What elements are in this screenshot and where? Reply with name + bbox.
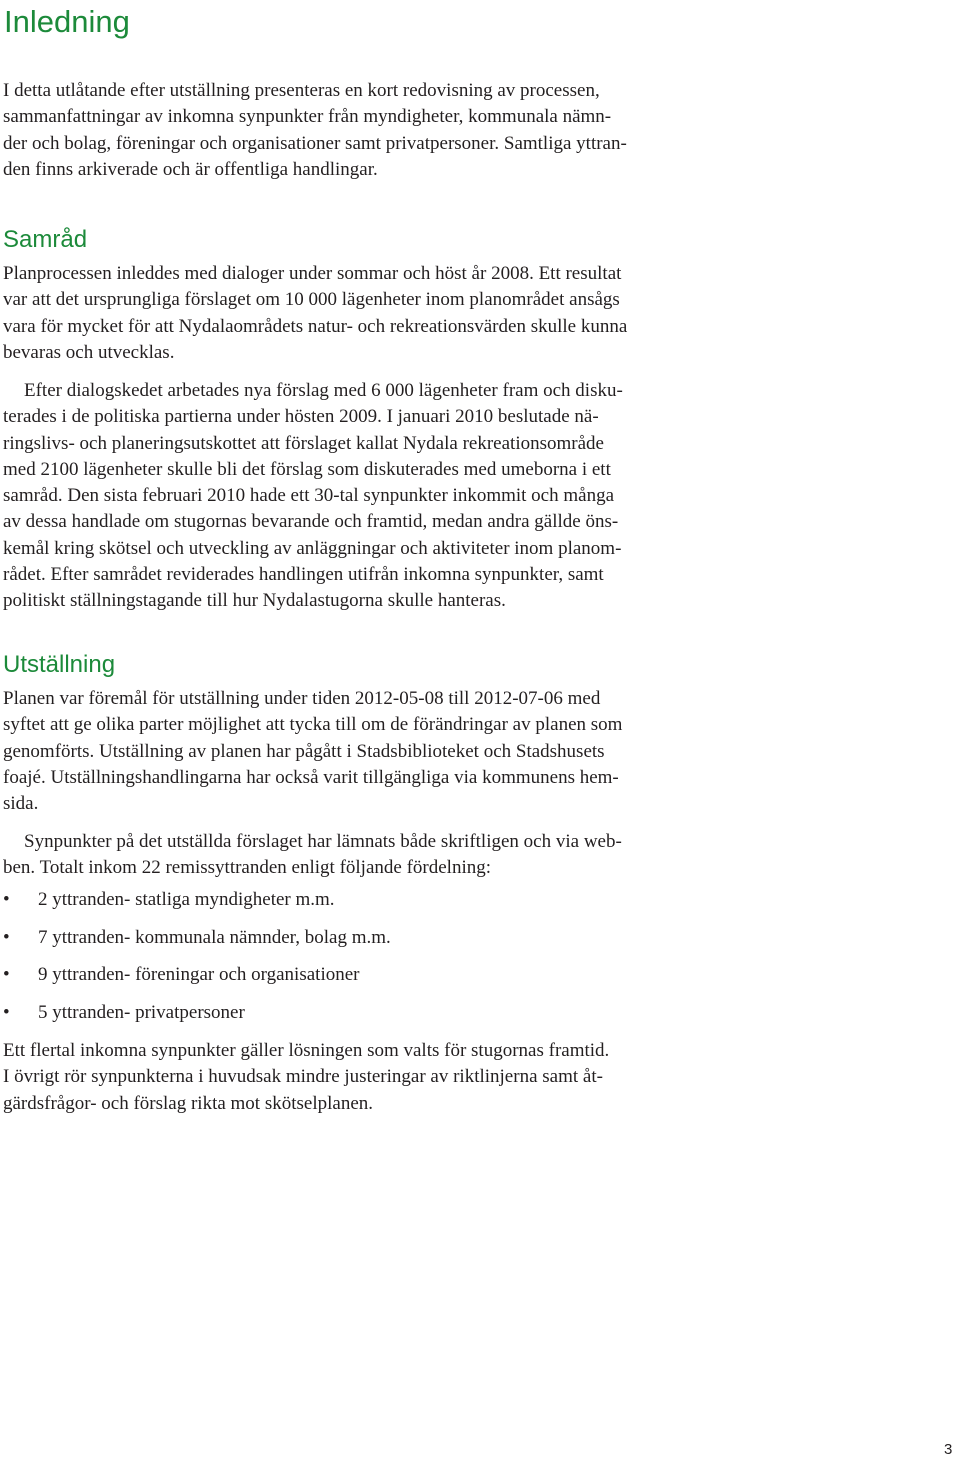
intro-paragraph — [3, 78, 627, 183]
text-line: syftet att ge olika parter möjlighet att tycka till om de förändringar av planen som — [3, 714, 623, 736]
text-line: foajé. Utställningshandlingarna har också varit tillgängliga via kommunens hem- — [3, 766, 619, 788]
text-line: Efter dialogskedet arbetades nya förslag med 6 000 lägenheter fram och disku- — [24, 380, 623, 401]
utstallning-paragraph-2 — [3, 829, 622, 882]
text-line: I detta utlåtande efter utställning presenteras en kort redovisning av processen, — [3, 80, 600, 101]
samrad-paragraph-1 — [3, 261, 627, 366]
text-line: politiskt ställningstagande till hur Nydalastugorna skulle hanteras. — [3, 590, 506, 612]
text-line: Planen var föremål för utställning under tiden 2012-05-08 till 2012-07-06 med — [3, 688, 601, 709]
text-line: bevaras och utvecklas. — [3, 341, 175, 363]
text-line: ben. Totalt inkom 22 remissyttranden enligt följande fördelning: — [3, 857, 491, 879]
text-line: av dessa handlade om stugornas bevarande och framtid, medan andra gällde öns- — [3, 511, 619, 533]
text-line: terades i de politiska partierna under hösten 2009. I januari 2010 beslutade nä- — [3, 406, 599, 428]
text-line: genomförts. Utställning av planen har pågått i Stadsbiblioteket och Stadshusets — [3, 740, 605, 762]
text-line: rådet. Efter samrådet reviderades handlingen utifrån inkomna synpunkter, samt — [3, 564, 604, 586]
text-line: sida. — [3, 793, 39, 815]
bullet-icon: • — [3, 1001, 10, 1023]
text-line: der och bolag, föreningar och organisationer samt privatpersoner. Samtliga yttran- — [3, 132, 627, 154]
text-line: med 2100 lägenheter skulle bli det förslag som diskuterades med umeborna i ett — [3, 458, 611, 480]
text-line: kemål kring skötsel och utveckling av anläggningar och aktiviteter inom planom- — [3, 537, 622, 559]
utstallning-paragraph-1 — [3, 686, 622, 817]
bullet-icon: • — [3, 926, 10, 948]
text-line: var att det ursprungliga förslaget om 10 000 lägenheter inom planområdet ansågs — [3, 289, 620, 311]
list-item-text: 2 yttranden- statliga myndigheter m.m. — [38, 889, 335, 910]
bullet-icon: • — [3, 964, 10, 985]
text-line: I övrigt rör synpunkterna i huvudsak mindre justeringar av riktlinjerna samt åt- — [3, 1066, 603, 1088]
text-line: vara för mycket för att Nydalaområdets natur- och rekreationsvärden skulle kunna — [3, 315, 628, 337]
text-line: sammanfattningar av inkomna synpunkter från myndigheter, kommunala nämn- — [3, 106, 612, 128]
text-line: Ett flertal inkomna synpunkter gäller lösningen som valts för stugornas framtid. — [3, 1040, 610, 1061]
page-title: Inledning — [4, 4, 130, 39]
section-heading-samrad: Samråd — [3, 226, 88, 253]
list-item-text: 7 yttranden- kommunala nämnder, bolag m.m. — [38, 926, 391, 948]
bullet-icon: • — [3, 889, 10, 910]
utstallning-paragraph-3 — [3, 1038, 609, 1117]
text-line: gärdsfrågor- och förslag rikta mot skötselplanen. — [3, 1092, 374, 1114]
text-line: den finns arkiverade och är offentliga handlingar. — [3, 158, 378, 180]
samrad-paragraph-2 — [3, 378, 623, 615]
text-line: ringslivs- och planeringsutskottet att förslaget kallat Nydala rekreationsområde — [3, 432, 604, 454]
text-line: Synpunkter på det utställda förslaget har lämnats både skriftligen och via web- — [24, 831, 622, 852]
section-heading-utstallning: Utställning — [3, 651, 116, 678]
list-item-text: 9 yttranden- föreningar och organisationer — [38, 964, 360, 985]
page-number: 3 — [944, 1441, 953, 1458]
text-line: samråd. Den sista februari 2010 hade ett 30-tal synpunkter inkommit och många — [3, 485, 615, 507]
text-line: Planprocessen inleddes med dialoger under sommar och höst år 2008. Ett resultat — [3, 263, 622, 284]
list-item-text: 5 yttranden- privatpersoner — [38, 1001, 245, 1023]
